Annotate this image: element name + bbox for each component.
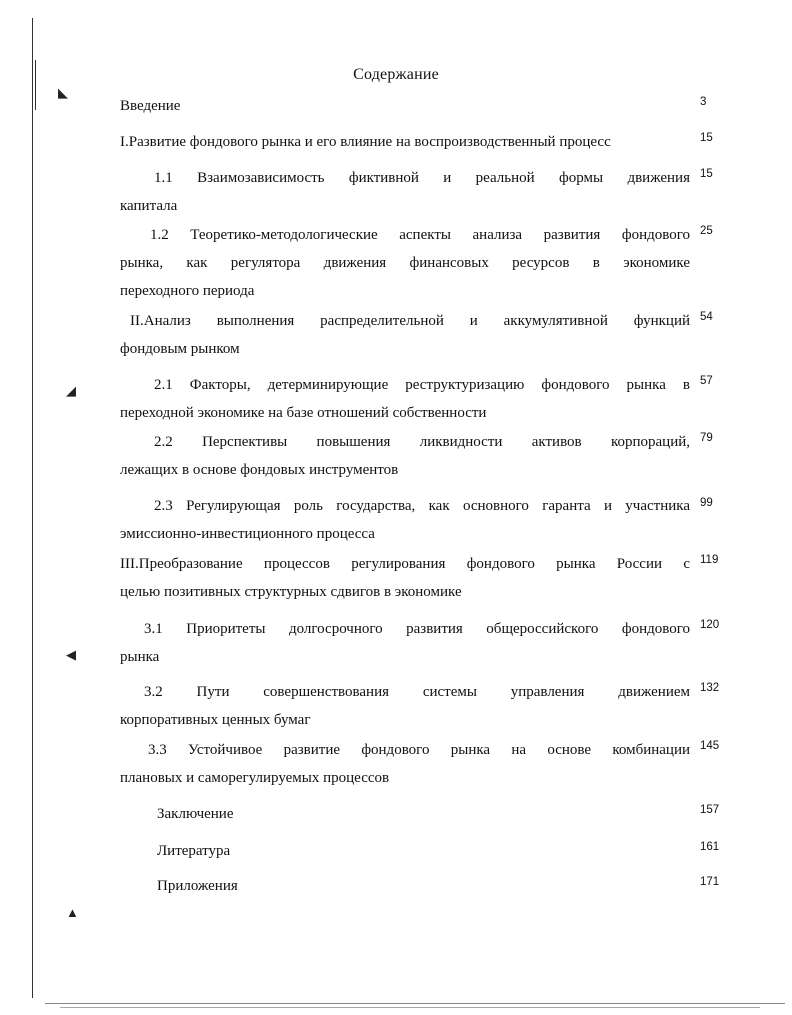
toc-page-number: 171 <box>700 876 720 888</box>
toc-page-number: 15 <box>700 132 713 144</box>
toc-entry <box>120 128 690 156</box>
scan-edge-bottom <box>45 1003 785 1004</box>
toc-page-number: 54 <box>700 311 713 323</box>
toc-entry-text: Заключение <box>157 806 234 822</box>
scan-speck-3: ◀ <box>66 647 76 662</box>
toc-entry-text: переходной экономике на базе отношений собственности <box>120 405 487 421</box>
toc-page-number: 132 <box>700 682 720 694</box>
toc-entry-text: 3.2 Пути совершенствования системы управления движением <box>144 684 690 700</box>
scan-speck-1: ◣ <box>58 85 68 100</box>
scan-edge-bottom-2 <box>60 1007 760 1008</box>
toc-page-number: 157 <box>700 804 720 816</box>
toc-entry-text: Литература <box>157 843 231 859</box>
toc-entry-text: 3.1 Приоритеты долгосрочного развития общероссийского фондового <box>144 621 690 637</box>
toc-entry-text: плановых и саморегулируемых процессов <box>120 770 390 786</box>
toc-entry-text: фондовым рынком <box>120 341 240 357</box>
toc-entry <box>120 550 690 606</box>
toc-entry-text: эмиссионно-инвестиционного процесса <box>120 526 375 542</box>
toc-entry <box>120 307 690 363</box>
toc-entry <box>157 872 657 900</box>
toc-entry <box>120 615 690 671</box>
toc-page-number: 25 <box>700 225 713 237</box>
toc-entry-text: корпоративных ценных бумаг <box>120 712 311 728</box>
toc-page-number: 15 <box>700 168 713 180</box>
scan-edge-left <box>32 18 33 998</box>
toc-page-number: 119 <box>700 554 719 566</box>
toc-entry-text: I.Развитие фондового рынка и его влияние на воспроизводственный процесс <box>120 134 611 150</box>
toc-entry-text: 2.1 Факторы, детерминирующие реструктуризацию фондового рынка в <box>154 377 690 393</box>
toc-entry-text: 1.2 Теоретико-методологические аспекты анализа развития фондового <box>150 227 690 243</box>
toc-page-number: 120 <box>700 619 720 631</box>
scan-speck-4: ▲ <box>66 905 79 920</box>
toc-entry <box>120 428 690 484</box>
toc-entry-text: 3.3 Устойчивое развитие фондового рынка на основе комбинации <box>148 742 690 758</box>
toc-entry-text: капитала <box>120 198 178 214</box>
toc-entry-text: целью позитивных структурных сдвигов в экономике <box>120 584 462 600</box>
toc-page-number: 99 <box>700 497 713 509</box>
toc-entry <box>120 92 690 120</box>
toc-entry <box>120 492 690 548</box>
toc-entry-text: Приложения <box>157 878 238 894</box>
toc-entry-text: III.Преобразование процессов регулирования фондового рынка России с <box>120 556 690 572</box>
toc-page-number: 145 <box>700 740 720 752</box>
toc-entry <box>120 221 690 305</box>
toc-page-number: 161 <box>700 841 720 853</box>
toc-entry-text: лежащих в основе фондовых инструментов <box>120 462 399 478</box>
toc-entry-text: переходного периода <box>120 283 255 299</box>
toc-entry <box>157 800 657 828</box>
toc-entry <box>120 736 690 792</box>
toc-entry-text: II.Анализ выполнения распределительной и аккумулятивной функций <box>130 313 690 329</box>
toc-entry <box>157 837 657 865</box>
toc-entry-text: 1.1 Взаимозависимость фиктивной и реальной формы движения <box>154 170 690 186</box>
toc-entry-text: Введение <box>120 98 181 114</box>
toc-entry-text: рынка <box>120 649 160 665</box>
toc-entry-text: 2.3 Регулирующая роль государства, как основного гаранта и участника <box>154 498 690 514</box>
page-title: Содержание <box>353 66 439 83</box>
toc-entry <box>120 678 690 734</box>
scan-speck-2: ◢ <box>66 383 76 398</box>
toc-page-number: 57 <box>700 375 713 387</box>
toc-page-number: 79 <box>700 432 713 444</box>
toc-entry <box>120 164 690 220</box>
toc-entry-text: 2.2 Перспективы повышения ликвидности активов корпораций, <box>154 434 690 450</box>
toc-page-number: 3 <box>700 96 707 108</box>
toc-entry-text: рынка, как регулятора движения финансовых ресурсов в экономике <box>120 255 690 271</box>
toc-entry <box>120 371 690 427</box>
